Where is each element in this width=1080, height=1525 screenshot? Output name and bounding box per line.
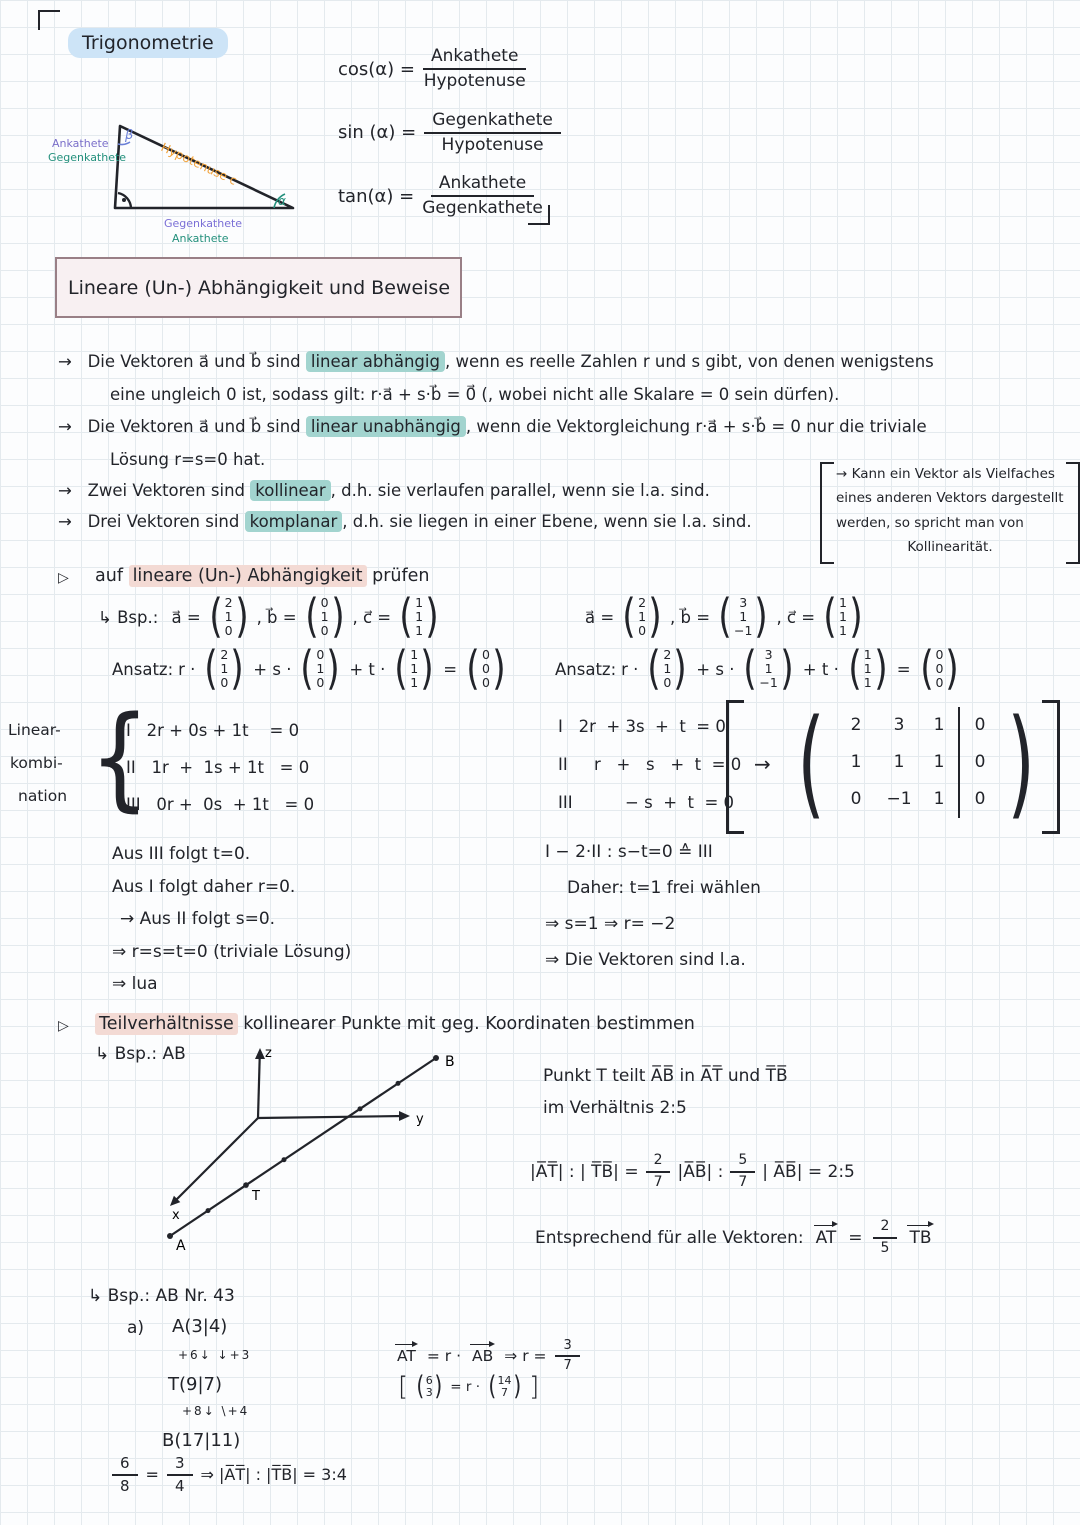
heading-text: prüfen <box>372 566 430 586</box>
bullet-text: Drei Vektoren sind <box>87 512 240 531</box>
point-b-label: B <box>445 1054 455 1070</box>
solution-line: I − 2·II : s−t=0 ≙ III <box>545 842 713 862</box>
bracket-close: ] <box>529 1372 540 1402</box>
equation-row: I 2r + 0s + 1t = 0 <box>126 721 300 740</box>
implication: ⇒ r = <box>504 1347 547 1366</box>
solution-line: → Aus II folgt s=0. <box>120 909 276 929</box>
heading-text: kollinearer Punkte mit geg. Koordinaten bestimmen <box>243 1014 695 1034</box>
ansatz-vector-a: ( 2 1 0 ) <box>647 641 688 696</box>
sin-formula <box>338 110 561 157</box>
bottom-side-label-gegenkathete: Gegenkathete <box>164 217 243 230</box>
bullet-text: eine ungleich 0 ist, sodass gilt: r·a⃗ + s·b⃗ = 0⃗ (, wobei nicht alle Skalare = 0 sein dürfen). <box>110 385 840 404</box>
triangle-bullet-icon: ▷ <box>58 1018 69 1034</box>
arrow-icon: → <box>58 512 72 531</box>
linearkombination-label <box>8 714 67 813</box>
ansatz-zero-vector: ( 0 0 0 ) <box>466 641 506 696</box>
ansatz-label: Ansatz: <box>555 659 617 679</box>
highlight-linear-unabhaengig: linear unabhängig <box>306 416 466 437</box>
matrix-bracket-close <box>1042 700 1060 834</box>
matrix-paren-close: ) <box>1007 693 1035 831</box>
solution-line: ⇒ r=s=t=0 (triviale Lösung) <box>112 941 352 962</box>
bracketed-vector-check <box>398 1372 539 1402</box>
vector-at: AT <box>815 1227 837 1248</box>
check-heading <box>95 566 430 586</box>
bullet-text: , wenn die Vektorgleichung r·a⃗ + s·b⃗ = 0 nur die triviale <box>465 417 927 436</box>
solution-right <box>545 834 761 978</box>
vector-b-eq: , b⃗ = <box>670 607 711 627</box>
sidenote-bracket-left <box>820 462 834 564</box>
right-triangle-diagram <box>48 96 328 248</box>
highlight-teilverhaeltnisse: Teilverhältnisse <box>95 1013 238 1035</box>
bullet-kollinear <box>58 481 710 500</box>
solution-line: ⇒ Die Vektoren sind l.a. <box>545 950 746 970</box>
tan-formula <box>338 173 561 220</box>
triangle-bullet-icon: ▷ <box>58 570 69 586</box>
corner-mark-top-left <box>38 10 60 30</box>
bullet-text: , d.h. sie liegen in einer Ebene, wenn sie l.a. sind. <box>342 512 752 531</box>
bullet-text: , d.h. sie verlaufen parallel, wenn sie l.a. sind. <box>330 481 710 500</box>
ratio-lhs: |A̅T̅| : | T̅B̅| = <box>530 1161 639 1182</box>
coef-s: + s · <box>253 659 292 679</box>
sin-lhs: sin (α) = <box>338 122 417 144</box>
sidenote-line: werden, so spricht man von <box>836 514 1024 531</box>
vector-a-right: ( 2 1 0 ) <box>622 589 662 644</box>
equals-sign: = <box>896 659 911 679</box>
teilverhaeltnis-sentence-1: Punkt T teilt A̅B̅ in A̅T̅ und T̅B̅ <box>543 1066 788 1086</box>
cos-lhs: cos(α) = <box>338 58 416 80</box>
solution-line: ⇒ s=1 ⇒ r= −2 <box>545 914 676 934</box>
solution-line: Daher: t=1 frei wählen <box>567 878 761 898</box>
solution-left <box>112 838 351 1001</box>
equation-row: III − s + t = 0 <box>558 793 735 812</box>
heading-text: auf <box>95 566 123 586</box>
equation-row: II r + s + t = 0 <box>558 755 742 774</box>
bullet-linear-unabhaengig-line1 <box>58 417 927 436</box>
sin-denominator: Hypotenuse <box>441 134 544 155</box>
cos-formula <box>338 46 561 93</box>
cos-denominator: Hypotenuse <box>423 71 526 92</box>
vector-equation-line: AT = r · AB ⇒ r = $\frac{3}{7}$ <box>395 1338 580 1375</box>
point-t-label: T <box>252 1189 260 1204</box>
ratio-equation: |A̅T̅| : | T̅B̅| = $\frac{2}{7}$ |A̅B̅| : $\frac{5}{7}$ | A̅B̅| = 2:5 <box>530 1152 855 1190</box>
tan-numerator: Ankathete <box>431 173 534 197</box>
example-vectors-right <box>585 589 867 644</box>
sidenote-kollinearitaet <box>836 462 1064 564</box>
ansatz-right <box>555 641 963 696</box>
arrow-icon: → <box>58 352 72 371</box>
cos-numerator: Ankathete <box>423 46 526 70</box>
ratio-mid: |A̅B̅| : <box>677 1161 724 1182</box>
angle-alpha-label: α <box>278 194 286 208</box>
vector-a-left: ( 2 1 0 ) <box>208 589 249 644</box>
bsp43-item-a: a) <box>127 1318 145 1338</box>
equation-system-right <box>558 708 741 822</box>
label-line: nation <box>18 787 68 805</box>
left-side-label-gegenkathete: Gegenkathete <box>48 151 127 164</box>
label-line: Linear- <box>8 721 61 739</box>
ansatz-left <box>112 641 510 696</box>
equals-sign: = <box>145 1465 159 1485</box>
sidenote-line: Kollinearität. <box>907 538 993 555</box>
bullet-text: Lösung r=s=0 hat. <box>110 450 266 469</box>
y-axis-label: y <box>416 1112 424 1127</box>
tan-denominator: Gegenkathete <box>422 198 543 219</box>
angle-beta-label: β <box>125 128 134 143</box>
sidenote-line: eines anderen Vektors dargestellt <box>836 490 1064 507</box>
ratio-result-line: $\frac{6}{8}$ = $\frac{3}{4}$ ⇒ |A̅T̅| : |T̅B̅| = 3:4 <box>112 1454 347 1496</box>
equation-row: I 2r + 3s + t = 0 <box>558 717 726 736</box>
matrix-bracket-open <box>726 700 744 834</box>
ansatz-zero-vector: ( 0 0 0 ) <box>919 641 960 696</box>
arrow-to-matrix: → <box>754 752 771 776</box>
x-axis-label: x <box>172 1208 180 1223</box>
ratio-conclusion: ⇒ |A̅T̅| : |T̅B̅| = 3:4 <box>200 1465 347 1485</box>
ansatz-vector-b: ( 0 1 0 ) <box>300 641 341 696</box>
solution-line: ⇒ lua <box>112 974 158 994</box>
point-B-coordinates: B(17|11) <box>162 1430 241 1451</box>
section-title-box <box>55 257 462 318</box>
z-axis-label: z <box>265 1046 272 1061</box>
bullet-text: Zwei Vektoren sind <box>87 481 246 500</box>
augmented-matrix: ( 2 3 1 0 1 1 1 0 0 −1 1 0 ) <box>797 693 1035 831</box>
vector-relation-sentence: Entsprechend für alle Vektoren: AT = $\frac{2}{5}$ TB <box>535 1218 932 1256</box>
solution-line: Aus III folgt t=0. <box>112 844 251 864</box>
teilverhaeltnis-sentence-2: im Verhältnis 2:5 <box>543 1098 687 1118</box>
equals-sign: = <box>443 659 458 679</box>
ansatz-label: Ansatz: <box>112 659 174 679</box>
vector-b-right: ( 3 1 −1 ) <box>718 589 769 644</box>
vector-6-3: ( 6 3 ) <box>416 1370 442 1402</box>
point-a-label: A <box>176 1238 186 1254</box>
sin-numerator: Gegenkathete <box>424 110 561 134</box>
sidenote-bracket-right <box>1066 462 1080 564</box>
trig-formulas <box>338 46 561 220</box>
coordinate-axes-diagram <box>140 1042 460 1257</box>
ansatz-vector-c: ( 1 1 1 ) <box>394 641 434 696</box>
point-A-coordinates: A(3|4) <box>172 1316 228 1337</box>
vector-at: AT <box>397 1347 416 1366</box>
arrow-icon: → <box>58 481 72 500</box>
ansatz-vector-a: ( 2 1 0 ) <box>204 641 245 696</box>
vector-c-right: ( 1 1 1 ) <box>823 589 863 644</box>
highlight-linear-abhaengig: linear abhängig <box>306 351 445 372</box>
vector-14-7: ( 14 7 ) <box>488 1370 521 1402</box>
vector-c-eq: , c⃗ = <box>776 607 816 627</box>
coef-r: r · <box>621 659 639 679</box>
vector-b-left: ( 0 1 0 ) <box>304 589 345 644</box>
equals-sign: = <box>848 1227 863 1248</box>
ansatz-vector-b: ( 3 1 −1 ) <box>743 641 794 696</box>
section-title: Lineare (Un-) Abhängigkeit und Beweise <box>68 276 451 299</box>
coef-t: + t · <box>349 659 386 679</box>
vector-ab: AB <box>472 1347 494 1366</box>
page-title: Trigonometrie <box>68 28 228 58</box>
vector-a-eq: a⃗ = <box>171 607 201 627</box>
highlight-lineare-un-abhaengigkeit: lineare (Un-) Abhängigkeit <box>129 565 367 587</box>
vector-tb: TB <box>909 1227 932 1248</box>
bsp43-heading: ↳ Bsp.: AB Nr. 43 <box>88 1286 235 1306</box>
left-side-label-ankathete: Ankathete <box>52 137 109 150</box>
bullet-linear-abhaengig-line2 <box>110 385 839 404</box>
bullet-text: Die Vektoren a⃗ und b⃗ sind <box>87 417 301 436</box>
bsp-ab-label: ↳ Bsp.: AB <box>95 1044 186 1064</box>
system-brace: { <box>89 693 150 823</box>
vector-c-left: ( 1 1 1 ) <box>399 589 439 644</box>
sentence-text: Entsprechend für alle Vektoren: <box>535 1227 804 1248</box>
hypotenuse-label: Hypotenuse c <box>158 140 240 188</box>
point-T-coordinates: T(9|7) <box>168 1374 223 1395</box>
bullet-komplanar <box>58 512 752 531</box>
bullet-text: Die Vektoren a⃗ und b⃗ sind <box>87 352 301 371</box>
bullet-linear-abhaengig-line1 <box>58 352 934 371</box>
bracket-open: [ <box>398 1372 409 1402</box>
bsp-label: ↳ Bsp.: <box>98 607 159 627</box>
vector-a-eq: a⃗ = <box>585 607 615 627</box>
label-line: kombi- <box>10 754 63 772</box>
matrix-paren-open: ( <box>797 693 825 831</box>
highlight-kollinear: kollinear <box>250 480 330 501</box>
step-annotation-2: +8↓ \+4 <box>182 1404 250 1418</box>
sidenote-line: → Kann ein Vektor als Vielfaches <box>836 466 1055 482</box>
coef-s: + s · <box>696 659 735 679</box>
coef-r: r · <box>178 659 196 679</box>
ansatz-vector-c: ( 1 1 1 ) <box>848 641 888 696</box>
step-annotation-1: +6↓ ↓+3 <box>178 1348 252 1362</box>
ratio-rhs: | A̅B̅| = 2:5 <box>762 1161 855 1182</box>
vector-b-eq: , b⃗ = <box>256 607 297 627</box>
equation-row: III 0r + 0s + 1t = 0 <box>126 795 315 814</box>
coef-t: + t · <box>802 659 839 679</box>
bottom-side-label-ankathete: Ankathete <box>172 232 229 245</box>
example-vectors-left <box>98 589 443 644</box>
tan-lhs: tan(α) = <box>338 185 415 207</box>
highlight-komplanar: komplanar <box>245 511 343 532</box>
equation-mid: = r · <box>450 1379 480 1395</box>
equation-system-left <box>126 712 314 823</box>
teilverhaeltnisse-heading <box>95 1014 695 1034</box>
equation-row: II 1r + 1s + 1t = 0 <box>126 758 310 777</box>
vector-c-eq: , c⃗ = <box>352 607 392 627</box>
arrow-icon: → <box>58 417 72 436</box>
equation-mid: = r · <box>426 1347 462 1366</box>
bullet-text: , wenn es reelle Zahlen r und s gibt, von denen wenigstens <box>444 352 934 371</box>
solution-line: Aus I folgt daher r=0. <box>112 876 296 897</box>
bullet-linear-unabhaengig-line2 <box>110 450 265 469</box>
